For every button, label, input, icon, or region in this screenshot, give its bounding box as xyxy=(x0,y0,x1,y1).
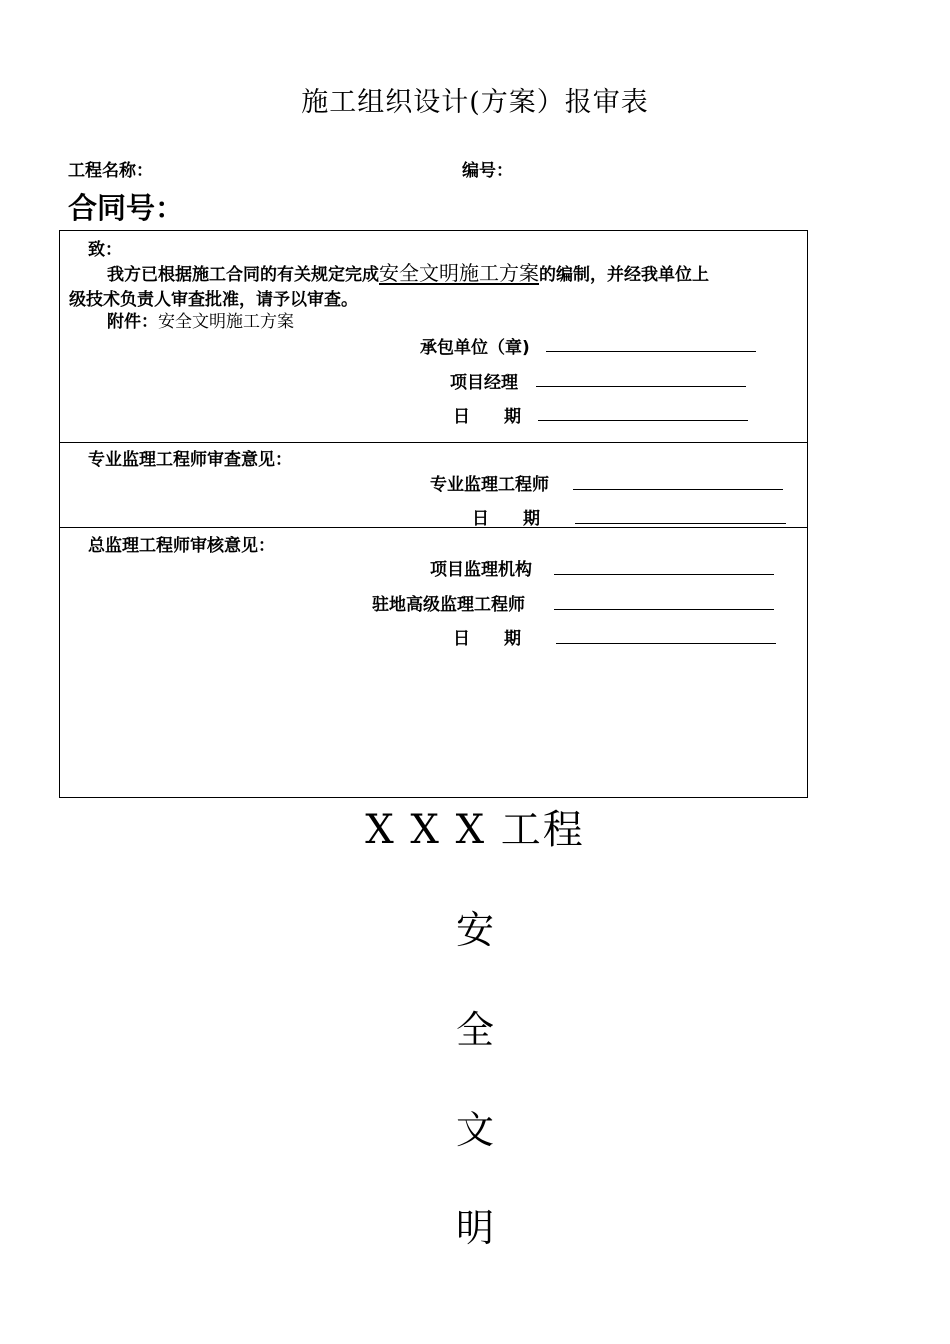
cover-char: 文 xyxy=(455,1108,494,1152)
submission-statement xyxy=(107,257,709,286)
addressee-label: 致： xyxy=(88,240,122,260)
specialist-engineer-label: 专业监理工程师 xyxy=(430,475,549,495)
supervision-org-signature-line xyxy=(554,574,774,575)
date-label: 日 期 xyxy=(453,407,521,427)
contractor-signature-line xyxy=(546,351,756,352)
cover-char: 全 xyxy=(455,1008,494,1052)
engineer-review-section xyxy=(59,442,808,528)
number-label: 编号： xyxy=(462,161,513,181)
cover-project-name: X X X 工程 xyxy=(365,807,585,853)
attachment-label: 附件： xyxy=(107,312,158,332)
contractor-label: 承包单位（章) xyxy=(420,338,530,358)
cover-char: 安 xyxy=(455,908,494,952)
chief-review-section xyxy=(59,527,808,798)
date-line xyxy=(556,643,776,644)
project-name-label: 工程名称： xyxy=(68,161,153,181)
document-title: 施工组织设计(方案）报审表 xyxy=(301,87,649,118)
date-line xyxy=(575,523,786,524)
project-manager-label: 项目经理 xyxy=(450,373,518,393)
attachment-row xyxy=(107,307,294,332)
senior-engineer-label: 驻地高级监理工程师 xyxy=(372,595,525,615)
engineer-opinion-label: 专业监理工程师审查意见： xyxy=(88,450,292,470)
specialist-engineer-signature-line xyxy=(573,489,783,490)
date-line xyxy=(538,420,748,421)
attachment-name: 安全文明施工方案 xyxy=(158,312,294,332)
submission-section xyxy=(59,230,808,443)
project-manager-signature-line xyxy=(536,386,746,387)
date-label: 日 期 xyxy=(453,629,521,649)
statement-part2: 的编制，并经我单位上 xyxy=(539,265,709,285)
chief-opinion-label: 总监理工程师审核意见： xyxy=(88,536,275,556)
cover-char: 明 xyxy=(455,1206,494,1250)
statement-line2: 级技术负责人审查批准，请予以审查。 xyxy=(69,290,358,310)
senior-engineer-signature-line xyxy=(554,609,774,610)
supervision-org-label: 项目监理机构 xyxy=(430,560,532,580)
plan-name: 安全文明施工方案 xyxy=(379,261,539,285)
date-label: 日 期 xyxy=(472,509,540,529)
statement-part1: 我方已根据施工合同的有关规定完成 xyxy=(107,265,379,285)
contract-number-label: 合同号： xyxy=(68,191,185,225)
